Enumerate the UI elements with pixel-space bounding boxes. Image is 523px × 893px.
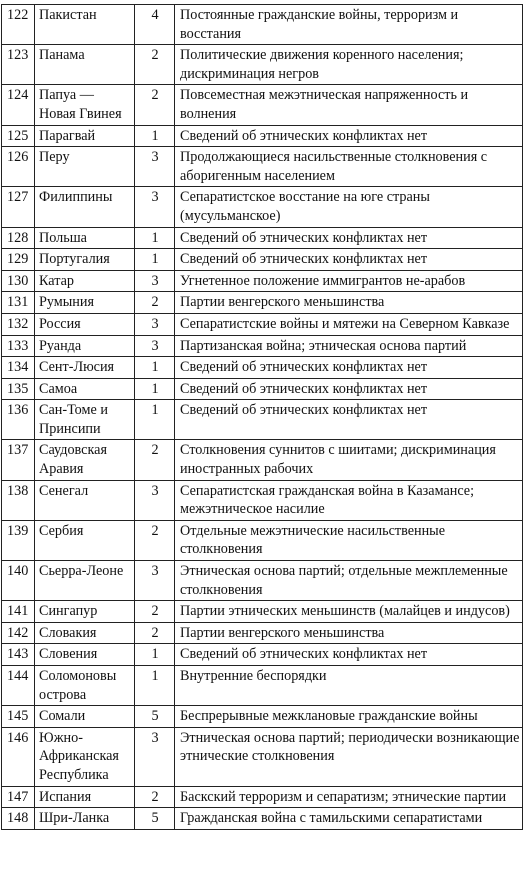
conflict-level-cell: 2 bbox=[135, 520, 175, 560]
table-row bbox=[2, 480, 523, 520]
country-cell: Руанда bbox=[35, 335, 135, 357]
conflict-level-cell: 3 bbox=[135, 313, 175, 335]
description-cell: Сепаратистские войны и мятежи на Северном Кавказе bbox=[175, 313, 523, 335]
table-row bbox=[2, 357, 523, 379]
description-cell: Беспрерывные межклановые гражданские войны bbox=[175, 706, 523, 728]
row-number-cell: 129 bbox=[2, 249, 35, 271]
table-row bbox=[2, 706, 523, 728]
country-cell: Сомали bbox=[35, 706, 135, 728]
conflict-level-cell: 1 bbox=[135, 378, 175, 400]
conflict-level-cell: 3 bbox=[135, 270, 175, 292]
country-cell: Португалия bbox=[35, 249, 135, 271]
row-number-cell: 136 bbox=[2, 400, 35, 440]
description-cell: Повсеместная межэтническая напряженность и волнения bbox=[175, 85, 523, 125]
table-row bbox=[2, 727, 523, 786]
conflict-level-cell: 1 bbox=[135, 249, 175, 271]
conflict-level-cell: 5 bbox=[135, 808, 175, 830]
description-cell: Политические движения коренного населения; дискриминация негров bbox=[175, 45, 523, 85]
description-cell: Продолжающиеся насильственные столкновения с аборигенным населением bbox=[175, 147, 523, 187]
description-cell: Этническая основа партий; периодически возникающие этнические столкновения bbox=[175, 727, 523, 786]
description-cell: Гражданская война с тамильскими сепаратистами bbox=[175, 808, 523, 830]
conflict-level-cell: 2 bbox=[135, 440, 175, 480]
country-cell: Испания bbox=[35, 786, 135, 808]
row-number-cell: 146 bbox=[2, 727, 35, 786]
description-cell: Постоянные гражданские войны, терроризм и восстания bbox=[175, 5, 523, 45]
description-cell: Сепаратистское восстание на юге страны (мусульманское) bbox=[175, 187, 523, 227]
country-cell: Словакия bbox=[35, 622, 135, 644]
description-cell: Партии этнических меньшинств (малайцев и индусов) bbox=[175, 601, 523, 623]
conflict-level-cell: 2 bbox=[135, 85, 175, 125]
row-number-cell: 124 bbox=[2, 85, 35, 125]
description-cell: Партии венгерского меньшинства bbox=[175, 292, 523, 314]
description-cell: Сведений об этнических конфликтах нет bbox=[175, 357, 523, 379]
conflicts-table bbox=[1, 4, 523, 830]
table-row bbox=[2, 440, 523, 480]
table-row bbox=[2, 601, 523, 623]
row-number-cell: 131 bbox=[2, 292, 35, 314]
row-number-cell: 135 bbox=[2, 378, 35, 400]
table-row bbox=[2, 622, 523, 644]
table-row bbox=[2, 644, 523, 666]
row-number-cell: 139 bbox=[2, 520, 35, 560]
row-number-cell: 140 bbox=[2, 561, 35, 601]
row-number-cell: 126 bbox=[2, 147, 35, 187]
country-cell: Россия bbox=[35, 313, 135, 335]
conflict-level-cell: 2 bbox=[135, 622, 175, 644]
country-cell: Сан-Томе и Принсипи bbox=[35, 400, 135, 440]
table-row bbox=[2, 786, 523, 808]
description-cell: Сведений об этнических конфликтах нет bbox=[175, 125, 523, 147]
row-number-cell: 143 bbox=[2, 644, 35, 666]
row-number-cell: 137 bbox=[2, 440, 35, 480]
description-cell: Сведений об этнических конфликтах нет bbox=[175, 227, 523, 249]
conflict-level-cell: 2 bbox=[135, 292, 175, 314]
country-cell: Катар bbox=[35, 270, 135, 292]
country-cell: Папуа — Новая Гвинея bbox=[35, 85, 135, 125]
country-cell: Шри-Ланка bbox=[35, 808, 135, 830]
row-number-cell: 147 bbox=[2, 786, 35, 808]
country-cell: Пакистан bbox=[35, 5, 135, 45]
description-cell: Сведений об этнических конфликтах нет bbox=[175, 400, 523, 440]
row-number-cell: 134 bbox=[2, 357, 35, 379]
table-row bbox=[2, 187, 523, 227]
country-cell: Филиппины bbox=[35, 187, 135, 227]
table-row bbox=[2, 292, 523, 314]
row-number-cell: 138 bbox=[2, 480, 35, 520]
conflict-level-cell: 3 bbox=[135, 147, 175, 187]
row-number-cell: 127 bbox=[2, 187, 35, 227]
conflict-level-cell: 3 bbox=[135, 187, 175, 227]
conflict-level-cell: 3 bbox=[135, 727, 175, 786]
table-row bbox=[2, 147, 523, 187]
row-number-cell: 144 bbox=[2, 666, 35, 706]
country-cell: Южно-Африканская Республика bbox=[35, 727, 135, 786]
conflict-level-cell: 5 bbox=[135, 706, 175, 728]
country-cell: Румыния bbox=[35, 292, 135, 314]
conflict-level-cell: 1 bbox=[135, 125, 175, 147]
country-cell: Словения bbox=[35, 644, 135, 666]
description-cell: Внутренние беспорядки bbox=[175, 666, 523, 706]
country-cell: Сингапур bbox=[35, 601, 135, 623]
description-cell: Угнетенное положение иммигрантов не-арабов bbox=[175, 270, 523, 292]
table-body bbox=[2, 5, 523, 830]
description-cell: Партии венгерского меньшинства bbox=[175, 622, 523, 644]
table-row bbox=[2, 378, 523, 400]
conflict-level-cell: 1 bbox=[135, 400, 175, 440]
table-row bbox=[2, 808, 523, 830]
country-cell: Сьерра-Леоне bbox=[35, 561, 135, 601]
table-row bbox=[2, 400, 523, 440]
description-cell: Баскский терроризм и сепаратизм; этнические партии bbox=[175, 786, 523, 808]
description-cell: Сведений об этнических конфликтах нет bbox=[175, 378, 523, 400]
conflict-level-cell: 1 bbox=[135, 227, 175, 249]
row-number-cell: 130 bbox=[2, 270, 35, 292]
row-number-cell: 142 bbox=[2, 622, 35, 644]
country-cell: Сенегал bbox=[35, 480, 135, 520]
row-number-cell: 123 bbox=[2, 45, 35, 85]
table-row bbox=[2, 227, 523, 249]
table-row bbox=[2, 249, 523, 271]
country-cell: Польша bbox=[35, 227, 135, 249]
conflict-level-cell: 1 bbox=[135, 666, 175, 706]
country-cell: Саудовская Аравия bbox=[35, 440, 135, 480]
conflict-level-cell: 3 bbox=[135, 335, 175, 357]
conflict-level-cell: 3 bbox=[135, 480, 175, 520]
description-cell: Этническая основа партий; отдельные межплеменные столкновения bbox=[175, 561, 523, 601]
description-cell: Сепаратистская гражданская война в Казамансе; межэтническое насилие bbox=[175, 480, 523, 520]
conflict-level-cell: 3 bbox=[135, 561, 175, 601]
table-row bbox=[2, 335, 523, 357]
conflict-level-cell: 2 bbox=[135, 45, 175, 85]
conflict-level-cell: 2 bbox=[135, 601, 175, 623]
country-cell: Сербия bbox=[35, 520, 135, 560]
country-cell: Перу bbox=[35, 147, 135, 187]
table-row bbox=[2, 45, 523, 85]
row-number-cell: 148 bbox=[2, 808, 35, 830]
table-row bbox=[2, 520, 523, 560]
table-row bbox=[2, 313, 523, 335]
conflict-level-cell: 2 bbox=[135, 786, 175, 808]
table-row bbox=[2, 5, 523, 45]
country-cell: Панама bbox=[35, 45, 135, 85]
description-cell: Столкновения суннитов с шиитами; дискриминация иностранных рабочих bbox=[175, 440, 523, 480]
table-row bbox=[2, 270, 523, 292]
table-row bbox=[2, 666, 523, 706]
description-cell: Отдельные межэтнические насильственные столкновения bbox=[175, 520, 523, 560]
country-cell: Соломоновы острова bbox=[35, 666, 135, 706]
description-cell: Партизанская война; этническая основа партий bbox=[175, 335, 523, 357]
conflict-level-cell: 1 bbox=[135, 357, 175, 379]
table-row bbox=[2, 561, 523, 601]
row-number-cell: 141 bbox=[2, 601, 35, 623]
row-number-cell: 125 bbox=[2, 125, 35, 147]
table-row bbox=[2, 85, 523, 125]
row-number-cell: 132 bbox=[2, 313, 35, 335]
conflict-level-cell: 1 bbox=[135, 644, 175, 666]
description-cell: Сведений об этнических конфликтах нет bbox=[175, 249, 523, 271]
conflict-level-cell: 4 bbox=[135, 5, 175, 45]
row-number-cell: 145 bbox=[2, 706, 35, 728]
country-cell: Сент-Люсия bbox=[35, 357, 135, 379]
description-cell: Сведений об этнических конфликтах нет bbox=[175, 644, 523, 666]
country-cell: Парагвай bbox=[35, 125, 135, 147]
row-number-cell: 128 bbox=[2, 227, 35, 249]
row-number-cell: 122 bbox=[2, 5, 35, 45]
row-number-cell: 133 bbox=[2, 335, 35, 357]
country-cell: Самоа bbox=[35, 378, 135, 400]
table-row bbox=[2, 125, 523, 147]
